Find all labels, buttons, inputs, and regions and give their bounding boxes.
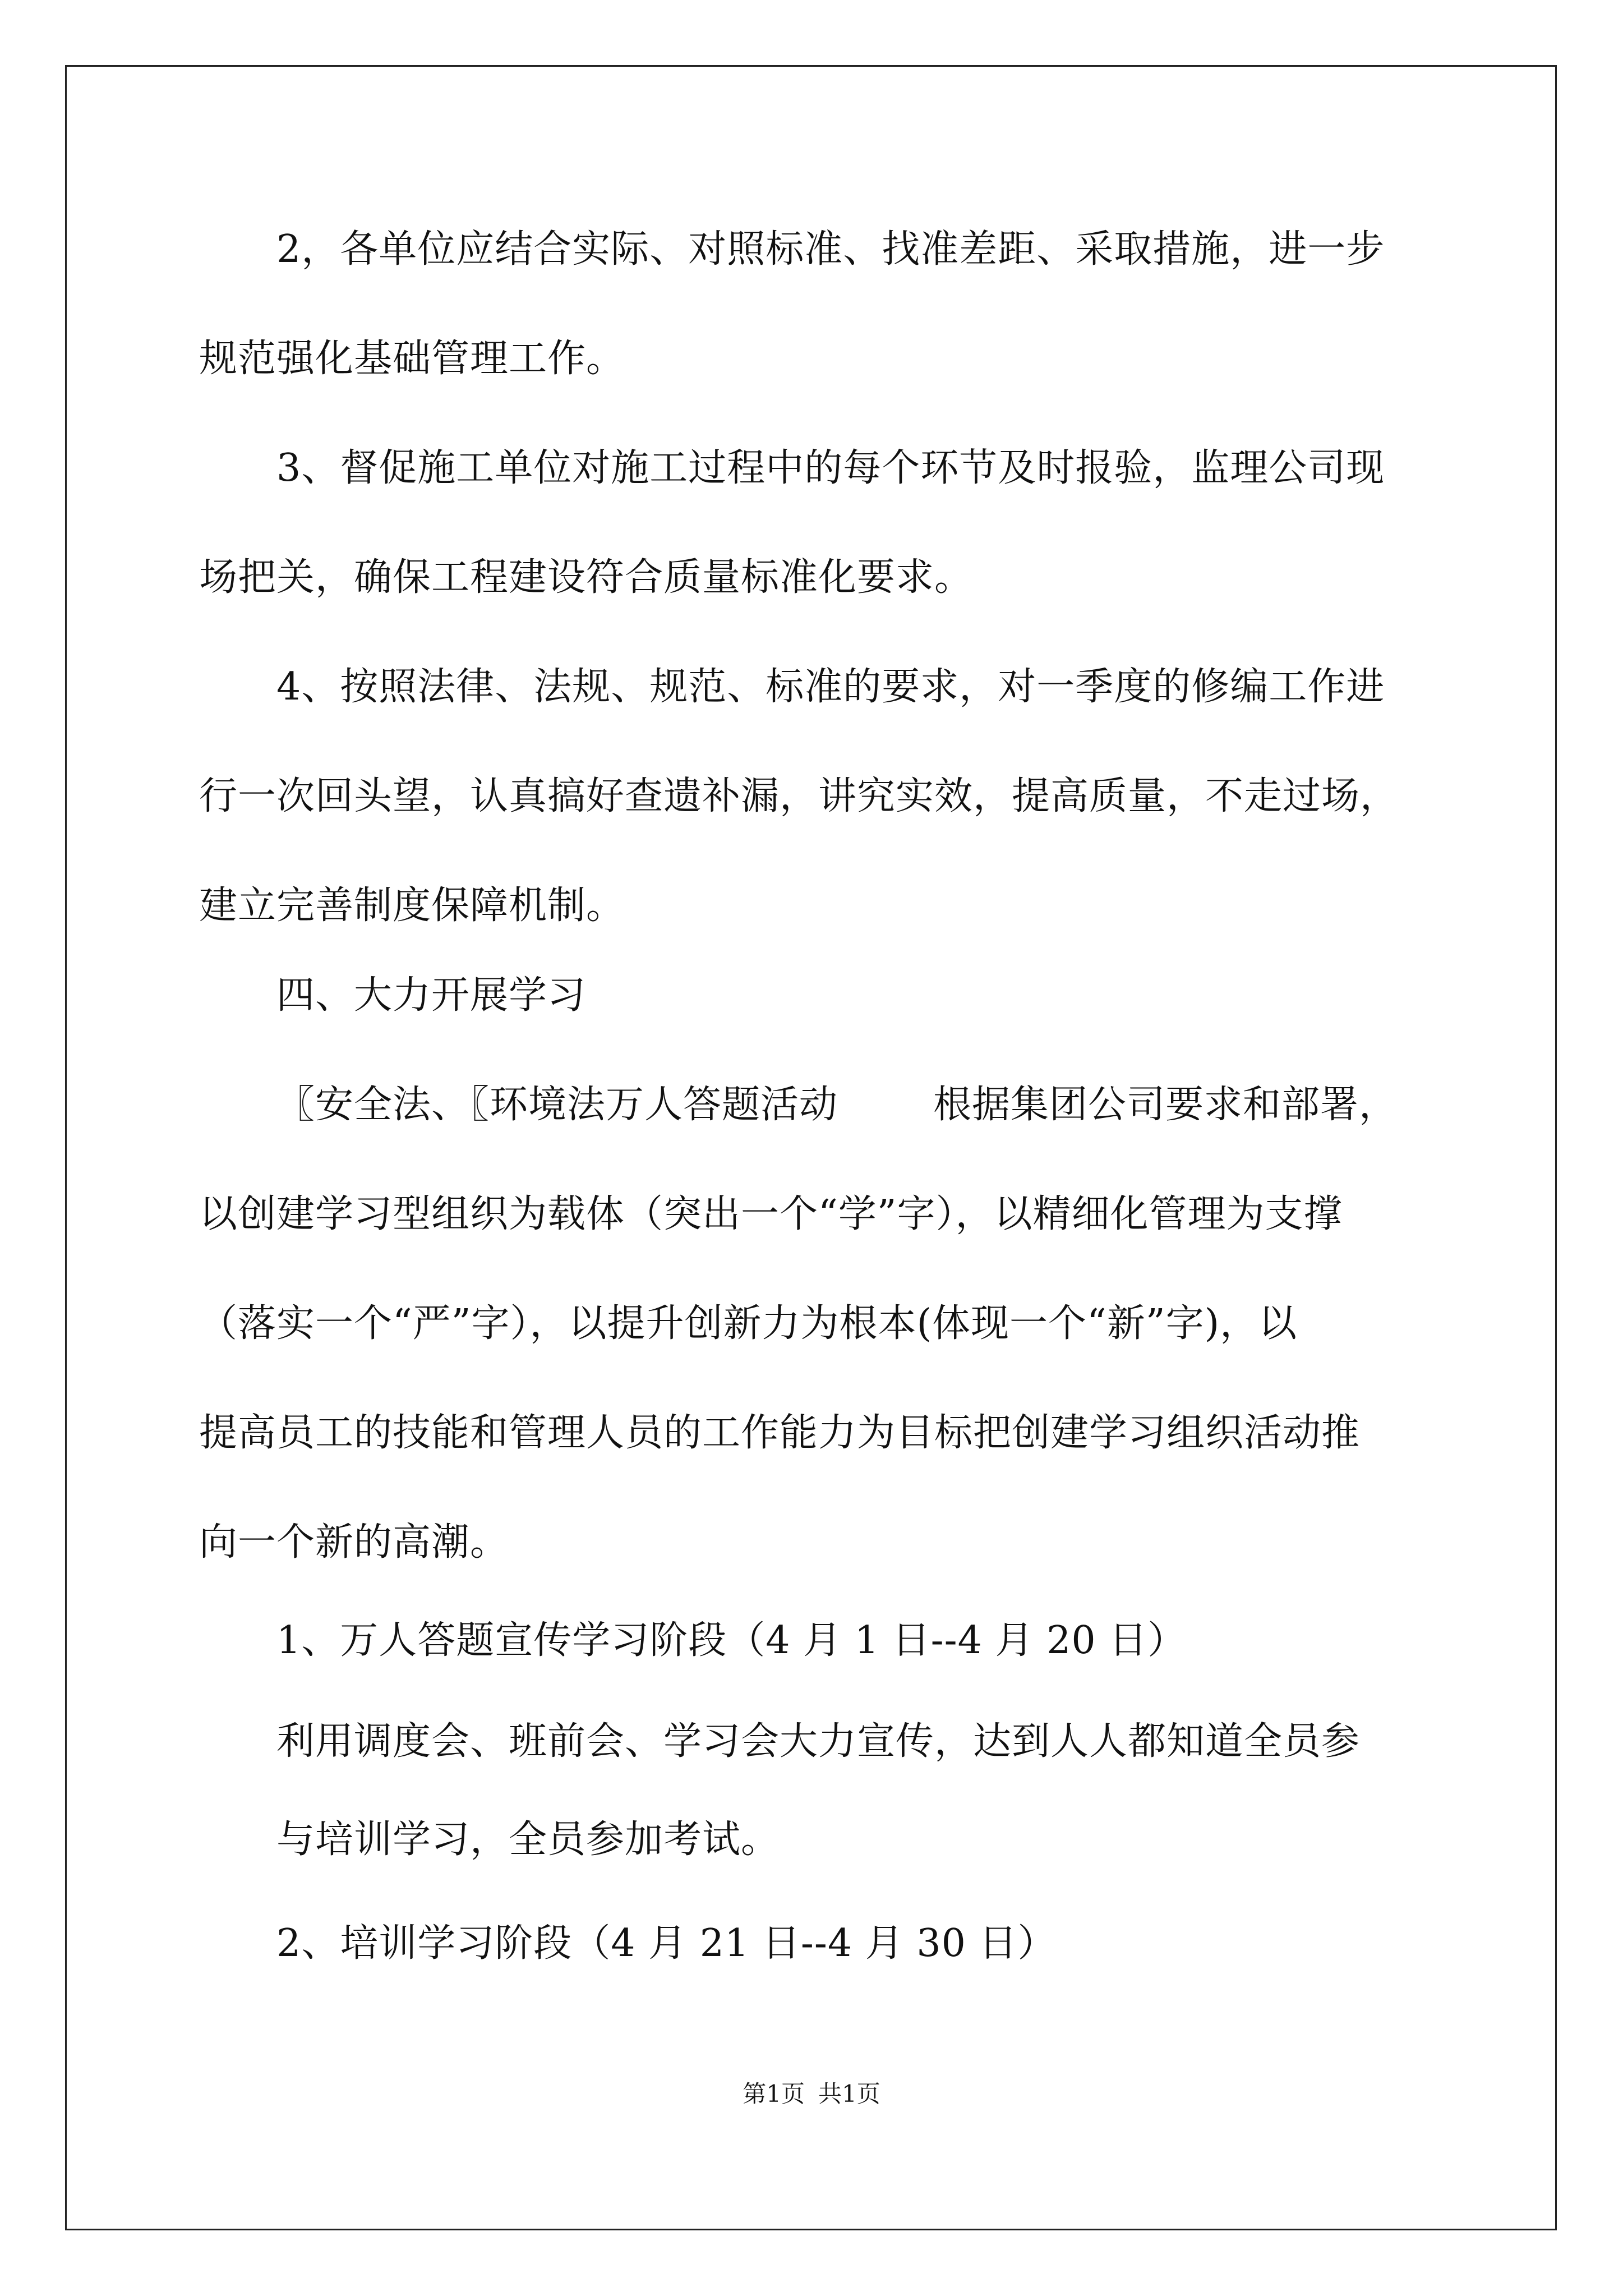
paragraph-line: 以创建学习型组织为载体（突出一个“学”字），以精细化管理为支撑 [199, 1192, 1343, 1236]
page-footer [0, 2078, 1623, 2110]
paragraph-line: 与培训学习，全员参加考试。 [276, 1818, 780, 1862]
paragraph-line: 提高员工的技能和管理人员的工作能力为目标把创建学习组织活动推 [199, 1411, 1361, 1455]
paragraph-line: 2，各单位应结合实际、对照标准、找准差距、采取措施，进一步 [276, 227, 1385, 272]
paragraph-line: 利用调度会、班前会、学习会大力宣传，达到人人都知道全员参 [276, 1719, 1361, 1764]
activity-title: 〖安全法、〖环境法万人答题活动 [276, 1083, 838, 1127]
page-total: 共1页 [818, 2080, 880, 2108]
stage-heading: 1、万人答题宣传学习阶段（4 月 1 日--4 月 20 日） [276, 1618, 1187, 1663]
paragraph-line [276, 1080, 1398, 1130]
paragraph-line: 4、按照法律、法规、规范、标准的要求，对一季度的修编工作进 [276, 665, 1385, 709]
paragraph-line: 向一个新的高潮。 [199, 1520, 509, 1565]
page-border [65, 65, 1557, 2230]
activity-intro: 根据集团公司要求和部署， [933, 1083, 1398, 1127]
paragraph-line: 场把关，确保工程建设符合质量标准化要求。 [199, 555, 974, 600]
stage-heading: 2、培训学习阶段（4 月 21 日--4 月 30 日） [276, 1921, 1057, 1966]
page-number: 第1页 [743, 2080, 805, 2108]
paragraph-line: 行一次回头望，认真搞好查遗补漏，讲究实效，提高质量，不走过场， [199, 774, 1399, 818]
paragraph-line: （落实一个“严”字），以提升创新力为根本(体现一个“新”字)，以 [199, 1301, 1298, 1346]
paragraph-line: 3、督促施工单位对施工过程中的每个环节及时报验，监理公司现 [276, 446, 1385, 490]
section-heading: 四、大力开展学习 [276, 973, 587, 1018]
paragraph-line: 建立完善制度保障机制。 [199, 884, 625, 928]
paragraph-line: 规范强化基础管理工作。 [199, 337, 625, 381]
